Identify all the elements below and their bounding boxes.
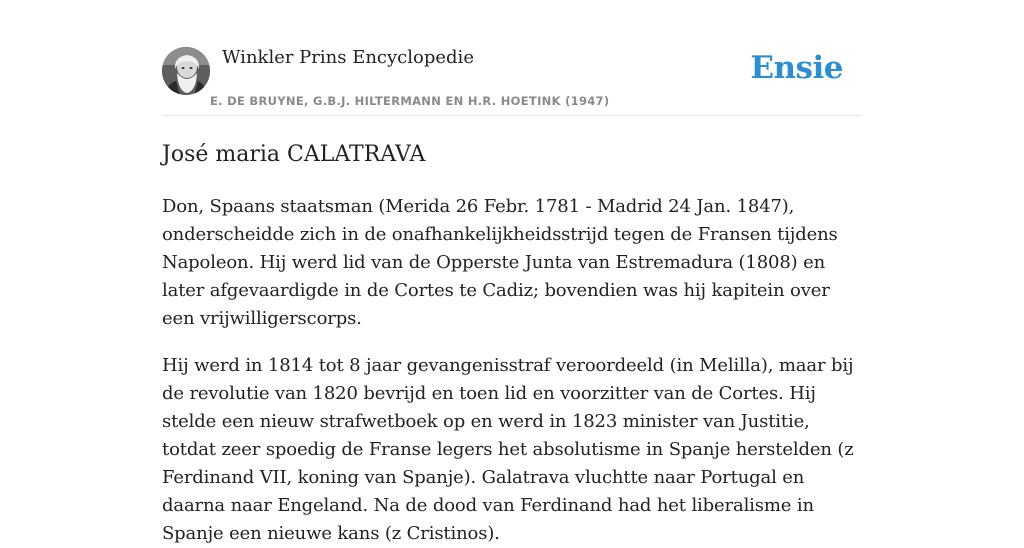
article-paragraph: Hij werd in 1814 tot 8 jaar gevangenisstraf veroordeeld (in Melilla), maar bij de revolutie van 1820 bevrijd en toen lid en voorzitter van de Cortes. Hij stelde een nieuw strafwetboek op en werd in 1823 minister van Justitie, totdat zeer spoedig de Franse legers het absolutisme in Spanje herstelden (z Ferdinand VII, koning van Spanje). Galatrava vluchtte naar Portugal en daarna naar Engeland. Na de dood van Ferdinand had het liberalisme in Spanje een nieuwe kans (z Cristinos). bbox=[162, 355, 854, 544]
source-title[interactable]: Winkler Prins Encyclopedie bbox=[222, 47, 474, 68]
source-authors: E. DE BRUYNE, G.B.J. HILTERMANN EN H.R. HOETINK (1947) bbox=[210, 94, 610, 108]
header-divider bbox=[162, 115, 862, 116]
article-title: José maria CALATRAVA bbox=[162, 142, 426, 167]
source-header bbox=[162, 44, 862, 116]
ensie-logo[interactable]: Ensie bbox=[750, 50, 843, 86]
article bbox=[162, 140, 862, 548]
article-paragraph: Don, Spaans staatsman (Merida 26 Febr. 1781 - Madrid 24 Jan. 1847), onderscheidde zich in de onafhankelijkheidsstrijd tegen de Fransen tijdens Napoleon. Hij werd lid van de Opperste Junta van Estremadura (1808) en later afgevaardigde in de Cortes te Cadiz; bovendien was hij kapitein over een vrijwilligerscorps. bbox=[162, 196, 838, 329]
author-portrait-icon[interactable] bbox=[162, 47, 210, 95]
